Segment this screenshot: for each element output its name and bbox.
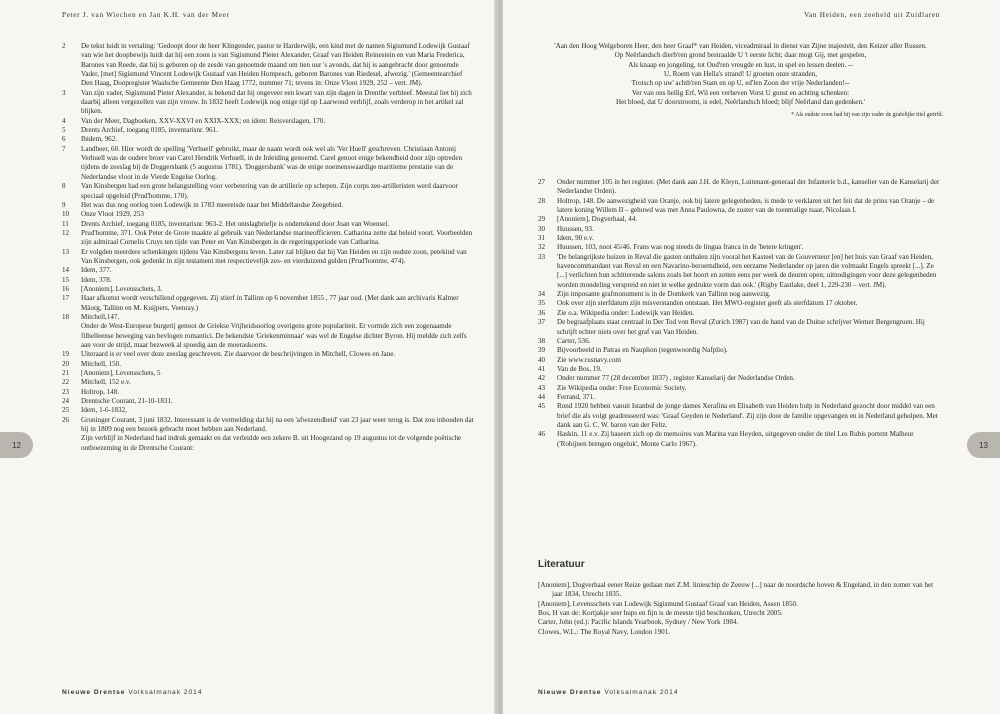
endnote xyxy=(62,266,474,275)
endnote xyxy=(62,201,474,210)
endnote xyxy=(62,416,474,435)
endnote-text: Rond 1920 hebben vanuit Istanbul de jonge dames Xerafina en Elisabeth van Heiden hulp in Nederland gezocht door middel van een brief die als volgt geadresseerd was: 'Graaf Geyden te Nederland'. Zij zijn door de familie opgevangen en in Nederland geholpen. Met dank aan G. C. W. baron van der Feltz. xyxy=(557,402,938,429)
endnote-number: 28 xyxy=(538,196,546,205)
endnote-text: Huussen, 103, noot 45/46. Frans was nog steeds de lingua franca in de 'betere kringen'. xyxy=(557,243,804,252)
endnote-number: 24 xyxy=(62,397,70,406)
endnote xyxy=(538,402,943,430)
endnote-number: 41 xyxy=(538,364,546,373)
endnote xyxy=(538,215,943,224)
endnote-number: 7 xyxy=(62,144,66,153)
literature-entry: Clowes, W.L.: The Royal Navy, London 1901. xyxy=(538,627,671,636)
endnote-number: 15 xyxy=(62,275,70,284)
poem-line: 'Aan den Hoog Welgeboren Heer, den heer Graaf* van Heiden, viceadmiraal in dienst van Zijne majesteit, den Keizer aller Russen. xyxy=(554,42,927,50)
endnote xyxy=(62,360,474,369)
endnote xyxy=(538,253,943,290)
endnote xyxy=(62,89,474,117)
endnote xyxy=(538,197,943,216)
endnote-number: 10 xyxy=(62,210,70,219)
endnote-text: Haskin, 11 e.v. Zij baseert zich op de memoires van Marina van Heyden, uitgegeven onder de titel Les Rubis portent Malheur ('Robijnen brengen ongeluk', Monte Carlo 1967). xyxy=(557,430,914,448)
endnote xyxy=(62,126,474,135)
endnote xyxy=(62,210,474,219)
endnote-text: Idem, 377. xyxy=(81,266,112,275)
footer-right-rest: Volksalmanak 2014 xyxy=(604,689,679,696)
endnote xyxy=(538,356,943,365)
endnote xyxy=(62,313,474,322)
endnote-text: [Anoniem], Levensschets, 3. xyxy=(81,284,163,293)
literature-entry: Bos, H van de: Kortjakje seer hups en fijn is de meeste tijd beschonken, Utrecht 2005. xyxy=(538,609,783,618)
endnote-number: 23 xyxy=(62,387,70,396)
endnote xyxy=(538,290,943,299)
endnote-number: 32 xyxy=(538,243,546,252)
endnote-number: 37 xyxy=(538,318,546,327)
endnote xyxy=(538,178,943,197)
poem-block xyxy=(538,42,943,121)
endnote-number: 11 xyxy=(62,219,69,228)
endnote-text: Onder de West-Europese burgerij genoot de Griekse Vrijheidsoorlog overigens grote populariteit. Er vormde zich een zogenaamde filhelleense beweging van bevlogen romantici. De bekendste 'Griekenminnaar' was wel de Engelse dichter Byron. Hij meldde zich zelfs aan voor de strijd, maar bezweek al spoedig aan de moeraskoorts. xyxy=(81,322,467,349)
endnote xyxy=(62,434,474,453)
running-head-right: Van Heiden, een zeeheld uit Zuidlaren xyxy=(803,11,940,19)
endnote-text: Zie www.rusnavy.com xyxy=(557,355,621,364)
endnote-number: 16 xyxy=(62,284,70,293)
endnote-number: 4 xyxy=(62,116,66,125)
endnote xyxy=(538,365,943,374)
endnote-number: 19 xyxy=(62,350,70,359)
endnote-text: Ferrand, 371. xyxy=(557,392,596,401)
endnote-text: Ibidem, 962. xyxy=(81,135,118,144)
literature-heading: Literatuur xyxy=(538,559,585,570)
poem-line: Het bloed, dat U doorstroomt, is edel, Neêrlandsch bloed; blijf Neêrland dan gedenken.' xyxy=(615,98,866,107)
endnote-number: 38 xyxy=(538,336,546,345)
running-head-left: Peter J. van Wiechen en Jan K.H. van der Meer xyxy=(62,11,230,19)
endnote-text: Zie Wikipedia onder: Free Economic Society. xyxy=(557,383,687,392)
endnote xyxy=(62,397,474,406)
endnote-number: 5 xyxy=(62,126,66,135)
endnote-number: 42 xyxy=(538,374,546,383)
endnote-text: Idem, 1-6-1832, xyxy=(81,406,127,415)
endnote-number: 30 xyxy=(538,224,546,233)
endnote-text: Prud'homme, 371. Ook Peter de Grote maakte al gebruik van Nederlandse marineofficieren. Catharina zette dat beleid voort. Voorbeelden zijn admiraal Cornelis Cruys ten tijde van Peter en Van Kinsbergen in de regeringsperiode van Catharina. xyxy=(81,228,473,247)
endnote-text: Drents Archief, toegang 0185, inventarisnr. 961. xyxy=(81,126,218,135)
endnote-text: Van Kinsbergen had een grote belangstelling voor verbetering van de artillerie op schepen. Zijn corps zee-artilleristen werd daarvoor speciaal opgeleid (Prud'homme, 170). xyxy=(81,182,458,200)
endnote-text: Uiteraard is er veel over deze zeeslag geschreven. Zie daarvoor de beschrijvingen in Mitchell, Clowes en Jane. xyxy=(81,350,396,359)
endnote-number: 26 xyxy=(62,415,70,424)
page-number-left: 12 xyxy=(0,432,33,458)
endnote-number: 17 xyxy=(62,294,70,303)
endnote-text: 'De belangrijkste huizen in Reval die gasten onthalen zijn vooral het Kasteel van de Gouverneur [en] het huis van Graaf van Heiden, havencommandant van Reval en een Navarino-beroemdheid, een eerzame Nederlander op jaren die volmaakt Engels spreekt [...]. Ze [...] verlichten hun schitterende salons zoals het hoort en zetten eens per week de deuren open; uitnodigingen voor deze gelegenheden worden mondeling verspreid en niet in welke gedrukte vorm dan ook.' (Rigby Eastlake, deel 1, 229-230 – vert. JM). xyxy=(557,252,937,289)
endnote-number: 46 xyxy=(538,430,546,439)
endnote xyxy=(62,42,474,89)
poem-line: Ver van ons heilig Erf, Wil een verheven Vorst U gunst en achting schenken: xyxy=(631,88,850,97)
endnote-text: Ook over zijn sterfdatum zijn misverstanden ontstaan. Het MWO-register geeft als sterfdatum 17 oktober. xyxy=(557,299,858,308)
endnote-text: Het was dus nog oorlog toen Lodewijk in 1783 meereisde naar het Middellandse Zeegebied. xyxy=(81,200,344,209)
poem-line: Op Neêrlandsch dierb'ren grond bestraalde U 't eerste licht; daar mogt Gij, met gespelen, xyxy=(614,51,867,60)
endnote-number: 43 xyxy=(538,383,546,392)
endnote-number: 29 xyxy=(538,215,546,224)
endnote xyxy=(538,337,943,346)
literature-entry: [Anoniem], Dogverhaal eener Reize gedaan met Z.M. linieschip de Zeeuw [...] naar de noordsche hoven & Engeland, in den zomer van het jaar 1834, Utrecht 1835. xyxy=(538,581,934,599)
endnote xyxy=(62,229,474,248)
endnote-number: 22 xyxy=(62,378,70,387)
footer-left-bold: Nieuwe Drentse xyxy=(62,689,126,696)
endnote xyxy=(62,276,474,285)
endnote-text: Mitchell, 152 e.v. xyxy=(81,378,131,387)
endnote-number: 36 xyxy=(538,308,546,317)
endnote-text: Onder nummer 77 (28 december 1837) , register Kanselarij der Nederlandse Orden. xyxy=(557,374,795,383)
endnote-number: 3 xyxy=(62,88,66,97)
poem-line: Als knaap en jongeling, tot Oud'ren vreugde en lust, in spel en lessen deelen. -- xyxy=(628,60,853,69)
literature-list xyxy=(538,581,943,637)
endnote-text: Van der Meer, Dagboeken, XXV-XXVI en XXIX-XXX; en idem: Reisverslagen, 170. xyxy=(81,116,326,125)
endnote-text: Mitchell,147. xyxy=(81,312,120,321)
endnote-text: Van zijn vader, Sigismund Pieter Alexander, is bekend dat hij ongeveer een kwart van zijn dagen in Drenthe verbleef. Meestal liet hij zich daarbij alleen vergezellen van zijn vrouw. In 1832 heeft Lodewijk nog enige tijd op Laarwoud verblijf, zoals verderop in het artikel zal blijken. xyxy=(81,88,472,116)
right-page xyxy=(503,0,1000,714)
endnote xyxy=(538,393,943,402)
endnote-number: 21 xyxy=(62,369,70,378)
endnote-text: Holtrop, 148. De aanwezigheid van Oranje, ook bij latere gelegenheden, is mede te verklaren uit het feit dat de prins van Oranje – de latere koning Willem II – gehuwd was met Anna Paulowna, de zuster van de toenmalige tsaar, Nicolaas I. xyxy=(557,196,935,215)
endnote-text: Onze Vloot 1929, 253 xyxy=(81,210,144,219)
endnote-number: 34 xyxy=(538,290,546,299)
endnote xyxy=(538,346,943,355)
endnote xyxy=(538,430,943,449)
literature-entry: [Anoniem], Levensschets van Lodewijk Sigismund Gustaaf Graaf van Heiden, Assen 1850. xyxy=(538,599,798,608)
endnote xyxy=(62,322,474,350)
left-page xyxy=(0,0,497,714)
endnote xyxy=(538,318,943,337)
endnote-text: Idem, 378. xyxy=(81,275,112,284)
footer-right xyxy=(538,689,679,696)
endnote-number: 13 xyxy=(62,247,70,256)
endnote-text: Carter, 536. xyxy=(557,336,591,345)
endnote xyxy=(538,374,943,383)
footer-left-rest: Volksalmanak 2014 xyxy=(128,689,203,696)
endnote-number: 6 xyxy=(62,135,66,144)
endnote-text: Zie o.a. Wikipedia onder: Lodewijk van Heiden. xyxy=(557,308,695,317)
endnote-number: 31 xyxy=(538,234,546,243)
poem-line: U, Roem van Hella's strand! U groeten onze stranden, xyxy=(664,70,817,79)
footer-right-bold: Nieuwe Drentse xyxy=(538,689,602,696)
endnote xyxy=(62,406,474,415)
endnote xyxy=(62,248,474,267)
page-number-right: 13 xyxy=(967,432,1000,458)
endnote-number: 8 xyxy=(62,182,66,191)
endnotes-left xyxy=(62,42,474,453)
endnote-text: Huussen, 93. xyxy=(557,224,594,233)
endnote-number: 39 xyxy=(538,346,546,355)
endnote-number: 33 xyxy=(538,252,546,261)
endnote-text: Haar afkomst wordt verschillend opgegeven. Zij stierf in Tallinn op 6 november 1855 , 77 jaar oud. (Met dank aan archivaris Kalmer Mäorg, Tallinn en M. Kuijpers, Veenray.) xyxy=(81,294,459,312)
endnote-text: Idem, 90 e.v. xyxy=(557,234,594,243)
endnote-number: 18 xyxy=(62,312,70,321)
poem-footnote: * Als oudste zoon had hij van zijn vader de grafelijke titel geërfd. xyxy=(791,112,943,119)
endnote-text: Groninger Courant, 3 juni 1832. Interessant is de vermelding dat hij na een 'afwezendheid' van 23 jaar weer terug is. Dat zou inhouden dat hij in 1809 nog een bezoek gebracht moet hebben aan Nederland. xyxy=(81,415,474,434)
endnote-number: 9 xyxy=(62,200,66,209)
endnote xyxy=(62,220,474,229)
poem-line: Trotsch op uw' achtb'ren Stam en op U, ed'len Zoon der vrije Nederlanden!-- xyxy=(631,79,850,88)
endnote-number: 44 xyxy=(538,392,546,401)
endnote xyxy=(538,243,943,252)
endnote-text: Er volgden meerdere schenkingen tijdens Van Kinsbergens leven. Later zal blijken dat hij Van Heiden en zijn oudste zoon, petekind van Van Kinsbergen, ook gedenkt in zijn testament met respectievelijk zes- en vierduizend gulden (Prud'homme, 474). xyxy=(81,247,467,265)
endnote-text: Holtrop, 148. xyxy=(81,387,120,396)
endnote xyxy=(62,378,474,387)
endnote-number: 12 xyxy=(62,228,70,237)
endnote xyxy=(538,309,943,318)
endnote-text: Landheer, 60. Hier wordt de spelling 'Verhuell' gebruikt, maar de naam wordt ook wel als 'Ver Huell' geschreven. Christiaan Antonij Verhuell was de oudere broer van Carel Hendrik Verhuell, in de Inleiding genoemd. Carel genoot enige bekendheid door zijn optreden tijdens de zeeslag bij de Doggersbank (5 augustus 1781). 'Doggersbank' was de enige noemenswaardige maritieme prestatie van de Nederlandse vloot in de Vierde Engelse Oorlog. xyxy=(81,144,463,181)
endnote xyxy=(62,369,474,378)
endnote-text: Van de Bos, 19. xyxy=(557,364,602,373)
endnote-number: 45 xyxy=(538,402,546,411)
endnote-number: 35 xyxy=(538,299,546,308)
endnote-text: Drents Archief, toegang 0185, inventarisnr. 963-2. Het ontslagbriefje is ondertekend door Joan van Woensel. xyxy=(81,219,390,228)
endnote xyxy=(62,294,474,313)
literature-entry: Carter, John (ed.): Pacific Islands Yearbook, Sydney / New York 1984. xyxy=(538,618,739,627)
endnote-number: 40 xyxy=(538,355,546,364)
endnotes-right xyxy=(538,178,943,449)
endnote-text: De tekst luidt in vertaling: 'Gedoopt door de heer Klingender, pastor te Harderwijk, een kind met de namen Sigismund Lodewijk Gustaaf van wie het doopbewijs luidt dat hij een zoon is van Sigismund Pieter Alexander, Graaf van Heiden Reinestein en van Maria Frederica, Barones van Reede, dat hij is geboren op de zesde van genoemde maand om tien uur 's avonds, dat hij is aangebracht door genoemde Vader, [met] Sigismund Vincent Lodewijk Gustaaf van Heiden Hompesch, geboren Barones van Riedesel, afwezig.' (Gemeentearchief Den Haag, Doopregister Waalsche Gemeente Den Haag 1772, nummer 71; tevens in: Onze Vloot 1929, 252 – vert. JM). xyxy=(81,42,470,88)
endnote-number: 25 xyxy=(62,406,70,415)
endnote xyxy=(538,384,943,393)
endnote-number: 27 xyxy=(538,178,546,186)
endnote-text: [Anoniem], Levensschets, 5 xyxy=(81,369,161,378)
endnote xyxy=(538,234,943,243)
endnote-text: Bijvoorbeeld in Patras en Nauplion (tegenwoordig Nafplio). xyxy=(557,346,728,355)
endnote-text: Drentsche Courant, 21-10-1831. xyxy=(81,397,173,406)
endnote xyxy=(62,350,474,359)
endnote-text: [Anoniem], Dogverhaal, 44. xyxy=(557,215,638,224)
endnote xyxy=(538,225,943,234)
endnote-text: De begraafplaats staat centraal in Der Tod von Reval (Zurich 1987) van de hand van de Duitse schrijver Werner Bergengruen. Hij schrijft echter niets over het graf van Van Heiden. xyxy=(557,318,925,336)
footer-left xyxy=(62,689,203,696)
endnote-number: 14 xyxy=(62,266,70,275)
endnote-number: 20 xyxy=(62,359,70,368)
endnote-text: Onder nummer 105 in het register. (Met dank aan J.H. de Kleyn, Luitenant-generaal der Infanterie b.d., kanselier van de Kanselarij der Nederlandse Orden). xyxy=(557,178,940,196)
endnote-number: 2 xyxy=(62,42,66,50)
endnote-text: Mitchell, 150. xyxy=(81,359,121,368)
endnote xyxy=(62,145,474,182)
endnote xyxy=(538,299,943,308)
endnote xyxy=(62,388,474,397)
endnote-text: Zijn imposante grafmonument is in de Domkerk van Tallinn nog aanwezig. xyxy=(557,290,771,299)
endnote xyxy=(62,182,474,201)
endnote xyxy=(62,135,474,144)
endnote xyxy=(62,117,474,126)
endnote-text: Zijn verblijf in Nederland had indruk gemaakt en dat verleidde een zekere B. uit Hoogezand op 19 augustus tot de volgende poëtische ontboezeming in de Drentsche Courant: xyxy=(81,434,462,452)
endnote xyxy=(62,285,474,294)
